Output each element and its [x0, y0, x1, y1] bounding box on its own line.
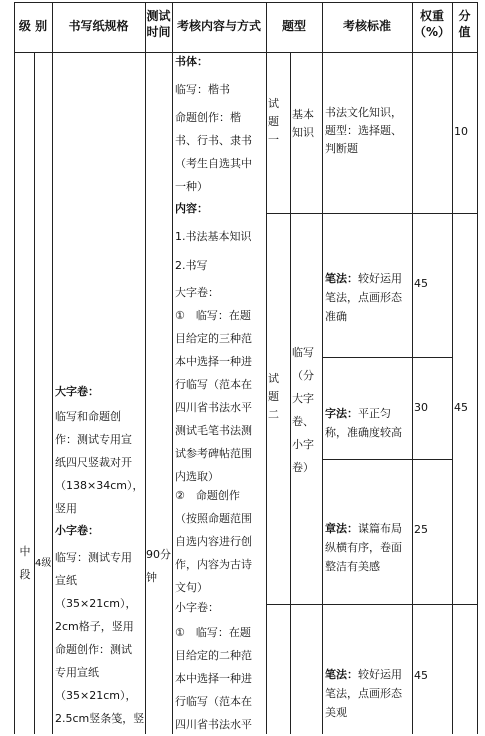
standard-4	[325, 500, 412, 576]
header-time: 测试 时间	[146, 9, 171, 39]
content-item2: 2.书写	[175, 259, 208, 272]
header-content: 考核内容与方式	[176, 19, 261, 33]
type1-label: 试 题 一	[268, 97, 279, 146]
score-1: 10	[454, 125, 468, 138]
col-line-type-sub	[290, 52, 291, 734]
paper-small-title: 小字卷：	[55, 524, 99, 537]
type2-label: 试 题 二	[268, 372, 279, 421]
content-font-title: 书体：	[175, 55, 208, 68]
header-paper: 书写纸规格	[68, 19, 129, 33]
content-item1: 1.书法基本知识	[175, 230, 252, 243]
paper-small-text: 临写：测试专用 宣纸 （35×21cm）， 2cm格子，竖用 命题创作：测试 专用宣纸 （35×21cm）， 2.5cm竖条笺，竖	[55, 551, 145, 725]
row-line-std2	[322, 357, 452, 358]
standard-2-text: 较好运用 笔法，点画形态 准确	[325, 272, 402, 323]
weight-5: 45	[414, 669, 428, 682]
standard-1: 书法文化知识， 题型：选择题、 判断题	[325, 106, 402, 155]
header-weight: 权重 （%）	[413, 9, 451, 39]
col-line-1	[52, 2, 53, 734]
header-level: 级 别	[18, 19, 48, 33]
header-score: 分 值	[458, 9, 471, 39]
type1-text: 基本 知识	[292, 108, 314, 139]
row-line-std3	[322, 459, 452, 460]
col-line-2	[145, 2, 146, 734]
standard-5-text: 较好运用 笔法，点画形态 美观	[325, 668, 402, 719]
table-border-top	[14, 2, 477, 3]
row-line-std4	[266, 604, 477, 605]
score-2: 45	[454, 401, 468, 414]
col-line-4	[266, 2, 267, 734]
header-standard: 考核标准	[342, 19, 391, 33]
content-small-copy: ① 临写：在题 目给定的二种范 本中选择一种进 行临写（范本在 四川省书法水平	[175, 626, 252, 731]
level-sub: 4级	[35, 558, 52, 569]
test-time: 90分 钟	[146, 548, 171, 584]
content-large-label: 大字卷：	[175, 286, 219, 299]
weight-4: 25	[414, 523, 428, 536]
content-large-copy: ① 临写：在题 目给定的三种范 本中选择一种进 行临写（范本在 四川省书法水平 测试毛笔书法测 试参考碑帖范围 内选取）	[175, 309, 252, 483]
standard-2	[325, 250, 412, 326]
col-line-5	[322, 2, 323, 734]
standard-5	[325, 646, 412, 722]
content-small-label: 小字卷：	[175, 601, 219, 614]
standard-2-title: 笔法：	[325, 272, 358, 285]
col-line-0	[14, 2, 15, 734]
col-line-3	[172, 2, 173, 734]
level-main: 中 段	[19, 545, 31, 581]
col-line-6	[412, 2, 413, 734]
paper-large-text: 临写和命题创 作：测试专用宣 纸四尺竖裁对开 （138×34cm）， 竖用	[55, 410, 144, 515]
content-large-create: ② 命题创作 （按照命题范围 自选内容进行创 作，内容为古诗 文句）	[175, 489, 252, 594]
row-line-type1	[266, 213, 477, 214]
standard-3-text: 平正匀 称，准确度较高	[325, 407, 402, 439]
standard-4-title: 章法：	[325, 522, 358, 535]
standard-4-text: 谋篇布局 纵横有序，卷面 整洁有美感	[325, 522, 402, 573]
standard-5-title: 笔法：	[325, 668, 358, 681]
paper-large-title: 大字卷：	[55, 385, 99, 398]
col-line-level-sub	[34, 52, 35, 734]
standard-3	[325, 385, 412, 442]
content-title: 内容：	[175, 202, 208, 215]
header-type: 题型	[281, 19, 306, 33]
col-line-8	[477, 2, 478, 734]
weight-2: 45	[414, 277, 428, 290]
content-create: 命题创作：楷 书、行书、隶书 （考生自选其中 一种）	[175, 111, 252, 193]
type2-text: 临写 （分 大字 卷、 小字 卷）	[292, 346, 314, 474]
col-line-7	[452, 2, 453, 734]
standard-3-title: 字法：	[325, 407, 358, 420]
weight-3: 30	[414, 401, 428, 414]
content-copy: 临写：楷书	[175, 83, 230, 96]
